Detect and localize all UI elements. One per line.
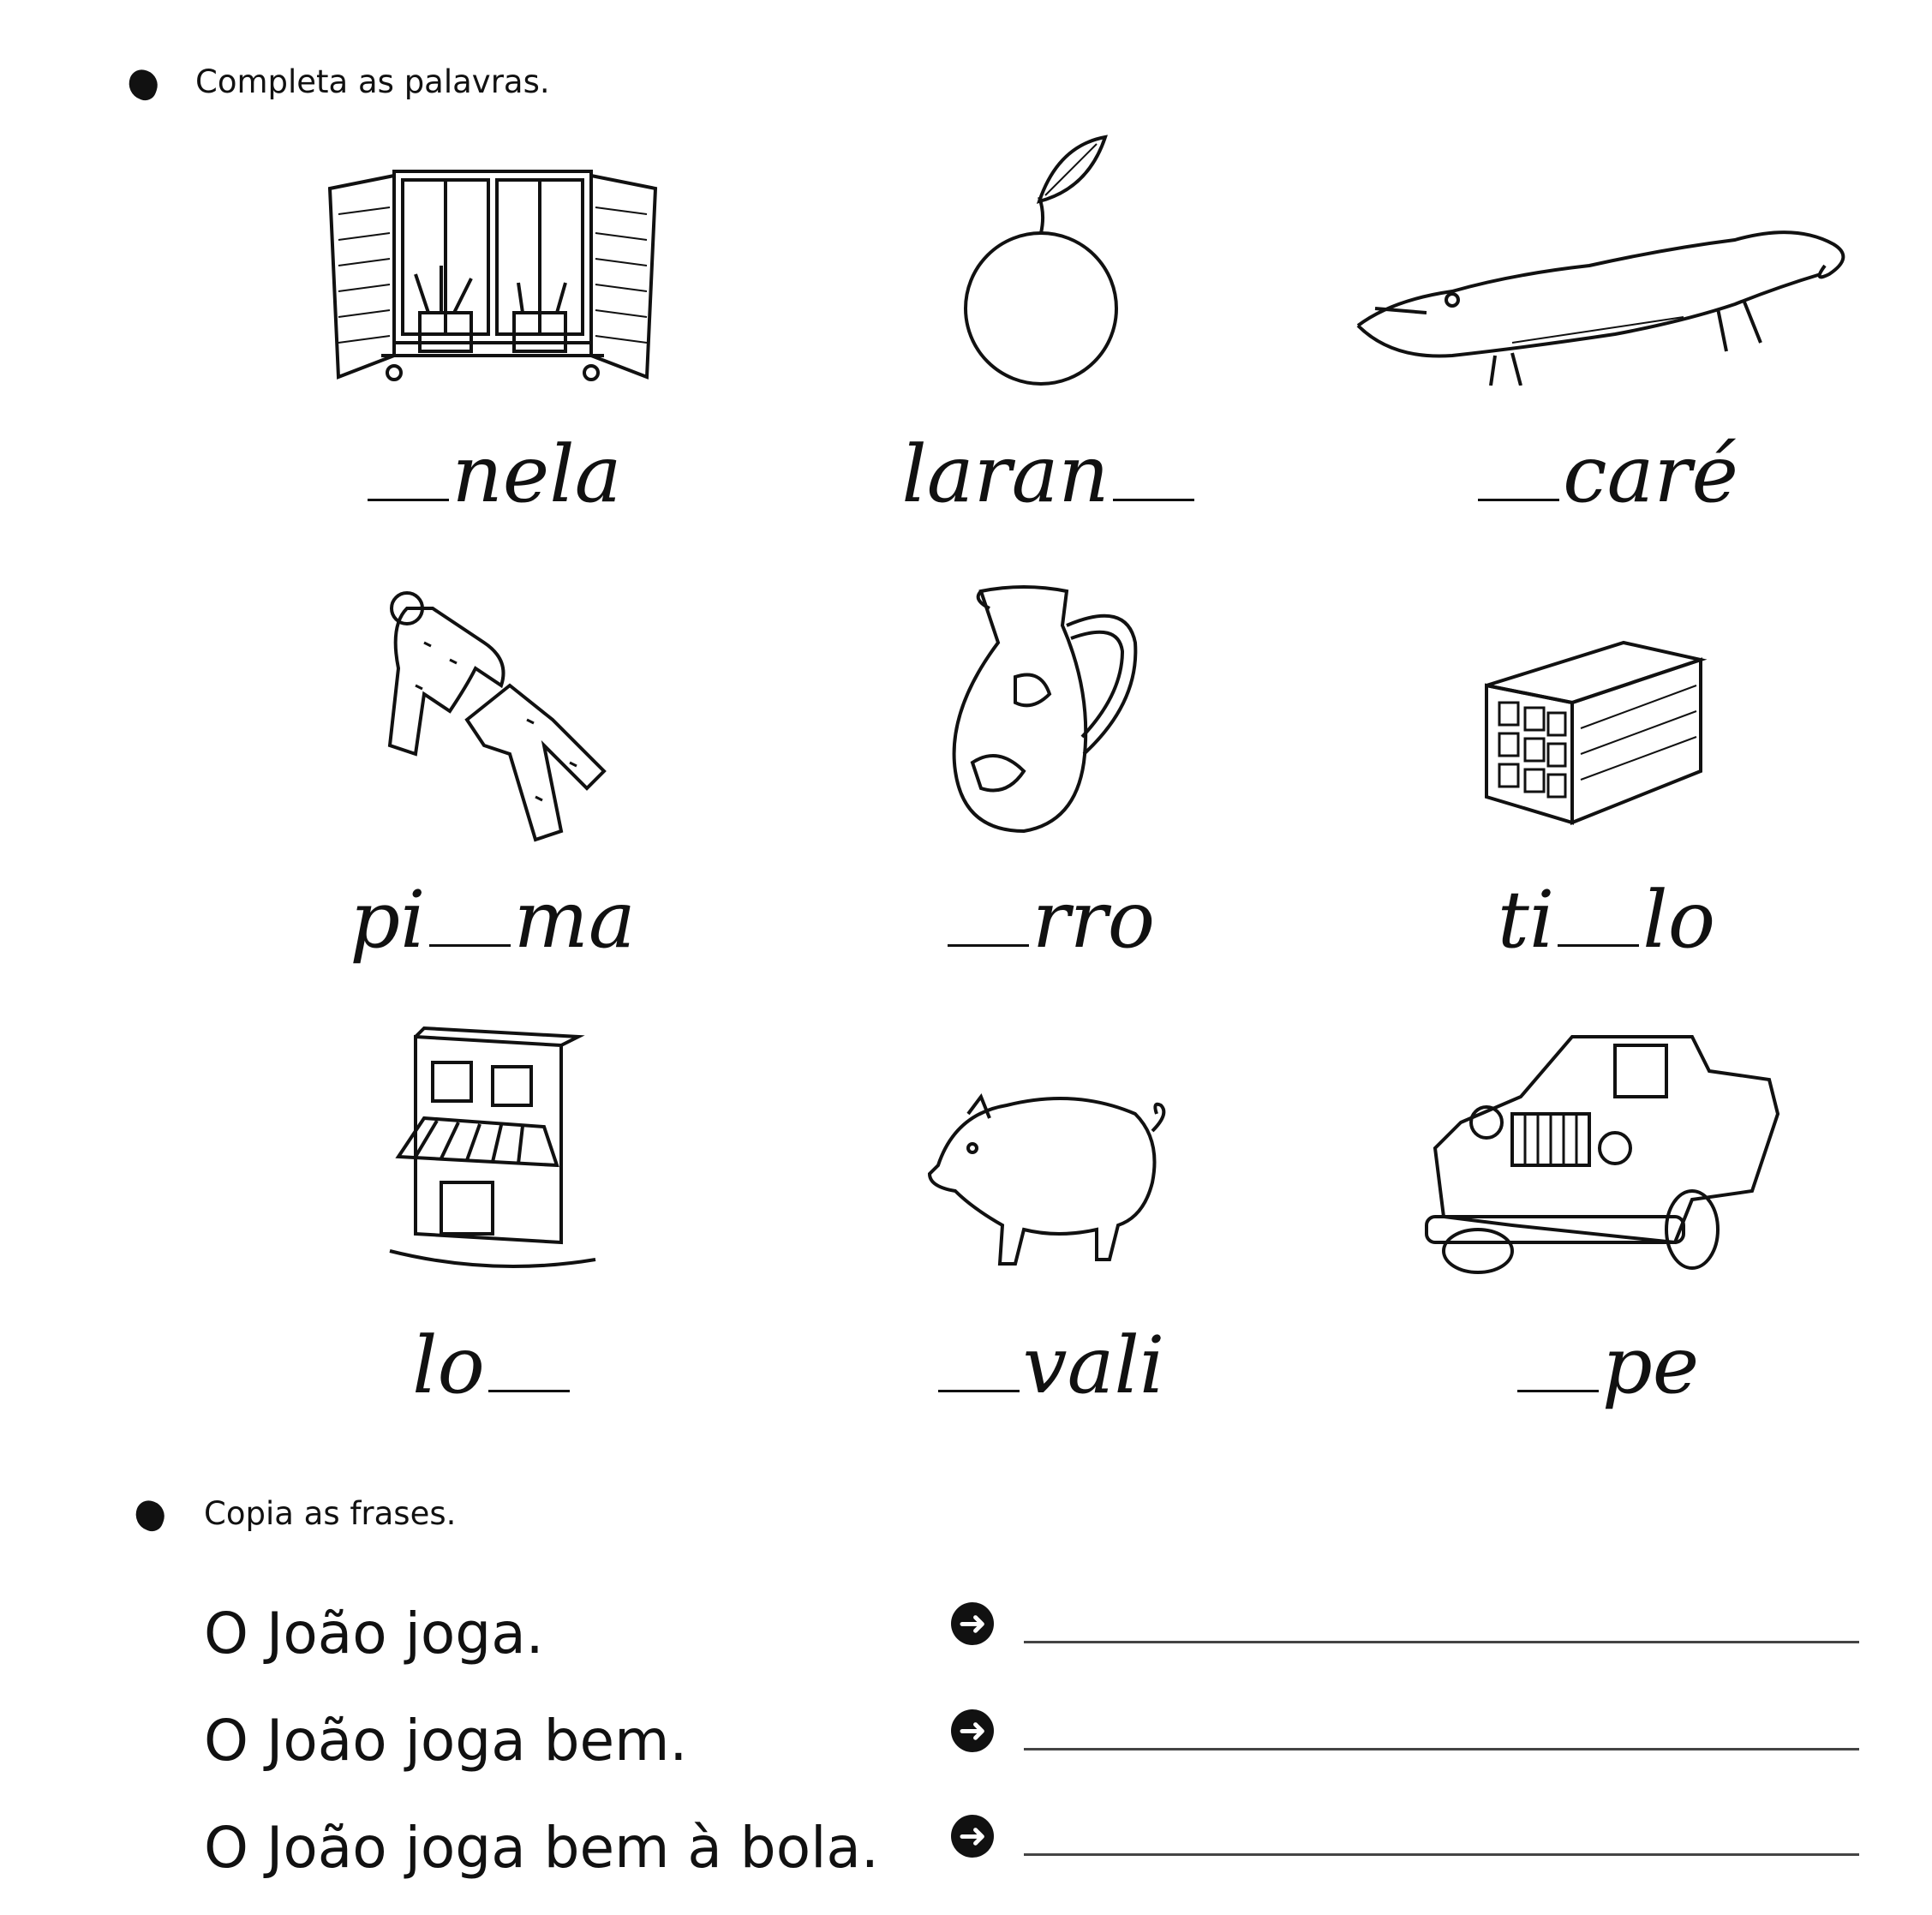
sentence-2: O João joga bem. bbox=[204, 1708, 688, 1774]
word-shop: lo bbox=[214, 1320, 771, 1411]
orange-icon bbox=[938, 129, 1161, 403]
instruction-copy-sentences: Copia as frases. bbox=[204, 1495, 457, 1532]
sentence-1: O João joga. bbox=[204, 1601, 544, 1667]
word-crocodile: caré bbox=[1328, 428, 1885, 520]
word-boar: vali bbox=[771, 1320, 1328, 1411]
blank[interactable] bbox=[368, 492, 449, 501]
copy-line-3[interactable] bbox=[1024, 1853, 1859, 1856]
crocodile-icon bbox=[1341, 129, 1872, 386]
blank[interactable] bbox=[1478, 492, 1559, 501]
window-icon bbox=[313, 129, 673, 386]
instruction-complete-words: Completa as palavras. bbox=[195, 63, 550, 100]
word-cell-window bbox=[214, 129, 771, 574]
arrow-right-icon: ➜ bbox=[951, 1602, 994, 1645]
blank[interactable] bbox=[1517, 1383, 1599, 1392]
blank[interactable] bbox=[948, 937, 1029, 947]
bullet-icon bbox=[131, 1497, 169, 1535]
brick-icon bbox=[1452, 574, 1761, 848]
shop-icon bbox=[364, 1020, 621, 1285]
jug-icon bbox=[921, 574, 1178, 848]
copy-line-2[interactable] bbox=[1024, 1748, 1859, 1750]
blank[interactable] bbox=[429, 937, 511, 947]
word-orange: laran bbox=[771, 428, 1328, 520]
word-pajamas: pi ma bbox=[350, 874, 636, 966]
blank[interactable] bbox=[938, 1383, 1020, 1392]
arrow-right-icon: ➜ bbox=[951, 1815, 994, 1858]
word-jeep: pe bbox=[1328, 1320, 1885, 1411]
word-cell-jeep bbox=[1328, 1020, 1885, 1465]
jeep-icon bbox=[1409, 1020, 1803, 1294]
blank[interactable] bbox=[1558, 937, 1639, 947]
copy-line-1[interactable] bbox=[1024, 1641, 1859, 1643]
word-jug: rro bbox=[771, 874, 1328, 966]
word-cell-jug bbox=[771, 574, 1328, 1020]
pajamas-icon bbox=[338, 574, 647, 857]
word-cell-brick bbox=[1328, 574, 1885, 1020]
word-window: nela bbox=[214, 428, 771, 520]
word-cell-crocodile bbox=[1328, 129, 1885, 574]
sentence-3: O João joga bem à bola. bbox=[204, 1815, 879, 1881]
word-cell-shop bbox=[214, 1020, 771, 1465]
boar-icon bbox=[904, 1020, 1195, 1277]
word-cell-boar bbox=[771, 1020, 1328, 1465]
blank[interactable] bbox=[1113, 492, 1194, 501]
word-cell-orange bbox=[771, 129, 1328, 574]
blank[interactable] bbox=[488, 1383, 570, 1392]
word-grid bbox=[214, 129, 1885, 1465]
bullet-icon bbox=[124, 66, 162, 104]
word-brick: ti lo bbox=[1497, 874, 1716, 966]
word-cell-pajamas bbox=[214, 574, 771, 1020]
arrow-right-icon: ➜ bbox=[951, 1709, 994, 1752]
